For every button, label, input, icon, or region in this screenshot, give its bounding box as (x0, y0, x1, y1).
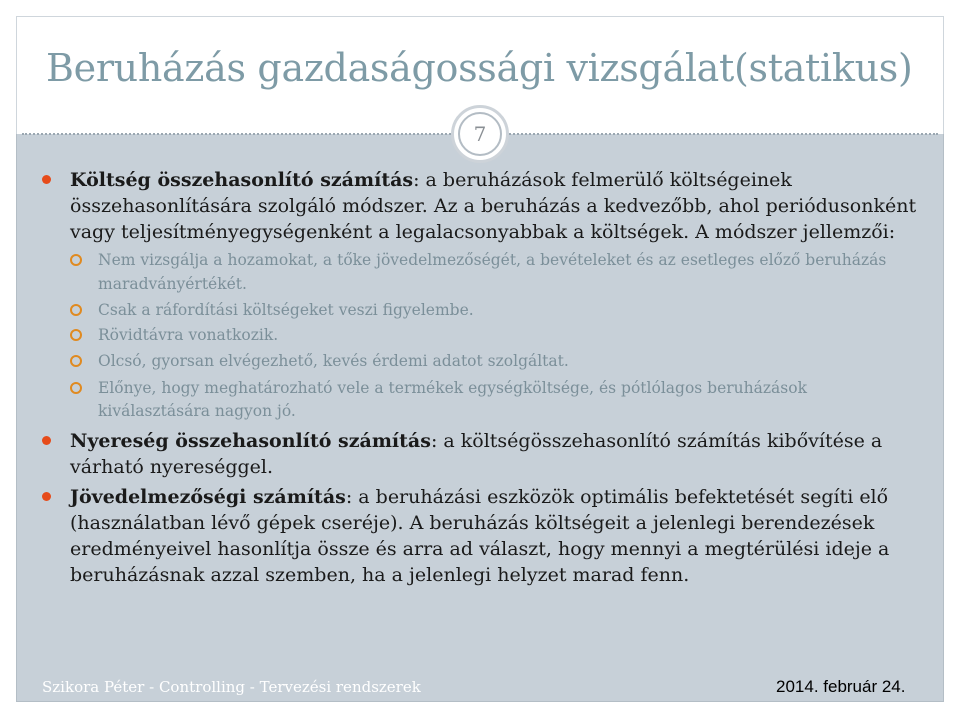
hollow-bullet-icon (70, 382, 82, 394)
sub-bullet-text: Olcsó, gyorsan elvégezhető, kevés érdemi adatot szolgáltat. (98, 352, 569, 370)
sub-bullet-1 (98, 248, 918, 272)
sub-bullet-2 (98, 298, 918, 322)
footer-author: Szikora Péter - Controlling - Tervezési rendszerek (42, 678, 421, 696)
sub-bullet-1-line2: maradványértékét. (98, 275, 247, 293)
bullet-nyereseg-line2: várható nyereséggel. (70, 456, 274, 478)
bullet-text: : a beruházási eszközök optimális befektetését segíti elő (345, 486, 889, 508)
bullet-text: : a beruházások felmerülő költségeinek (413, 169, 792, 191)
sub-bullet-text: Előnye, hogy meghatározható vele a termékek egységköltsége, és pótlólagos beruházások (98, 379, 807, 397)
hollow-bullet-icon (70, 329, 82, 341)
hollow-bullet-icon (70, 254, 82, 266)
sub-bullet-text: Rövidtávra vonatkozik. (98, 326, 279, 344)
bullet-dot-icon (42, 492, 51, 501)
sub-bullet-text: Csak a ráfordítási költségeket veszi figyelembe. (98, 301, 474, 319)
bullet-jovedelmezoseg-line3: eredményeivel hasonlítja össze és arra ad választ, hogy mennyi a megtérülési ideje a (70, 538, 890, 560)
bullet-koltseg-line2: összehasonlítására szolgáló módszer. Az a beruházás a kedvezőbb, ahol periódusonként (70, 195, 917, 217)
sub-bullet-3 (98, 323, 918, 347)
sub-bullet-5 (98, 376, 918, 400)
sub-bullet-4 (98, 349, 918, 373)
sub-bullet-5-line2: kiválasztására nagyon jó. (98, 402, 296, 420)
bullet-term: Költség összehasonlító számítás (70, 169, 414, 191)
page-number: 7 (458, 112, 502, 156)
bullet-jovedelmezoseg-line4: beruházásnak azzal szemben, ha a jelenlegi helyzet marad fenn. (70, 564, 690, 586)
slide-title: Beruházás gazdaságossági vizsgálat(statikus) (46, 46, 913, 90)
bullet-dot-icon (42, 436, 51, 445)
footer-date: 2014. február 24. (776, 677, 906, 696)
hollow-bullet-icon (70, 355, 82, 367)
bullet-text: : a költségösszehasonlító számítás kibővítése a (430, 430, 883, 452)
bullet-dot-icon (42, 175, 51, 184)
bullet-term: Nyereség összehasonlító számítás (70, 430, 431, 452)
sub-bullet-text: Nem vizsgálja a hozamokat, a tőke jövedelmezőségét, a bevételeket és az esetleges előző beruházás (98, 251, 887, 269)
bullet-jovedelmezoseg (70, 484, 930, 510)
bullet-jovedelmezoseg-line2: (használatban lévő gépek cseréje). A beruházás költségeit a jelenlegi berendezések (70, 512, 875, 534)
bullet-term: Jövedelmezőségi számítás (70, 486, 346, 508)
bullet-koltseg-line3: vagy teljesítményegységenként a legalacsonyabbak a költségek. A módszer jellemzői: (70, 221, 896, 243)
bullet-koltseg (70, 167, 930, 193)
hollow-bullet-icon (70, 304, 82, 316)
bullet-nyereseg (70, 428, 930, 454)
